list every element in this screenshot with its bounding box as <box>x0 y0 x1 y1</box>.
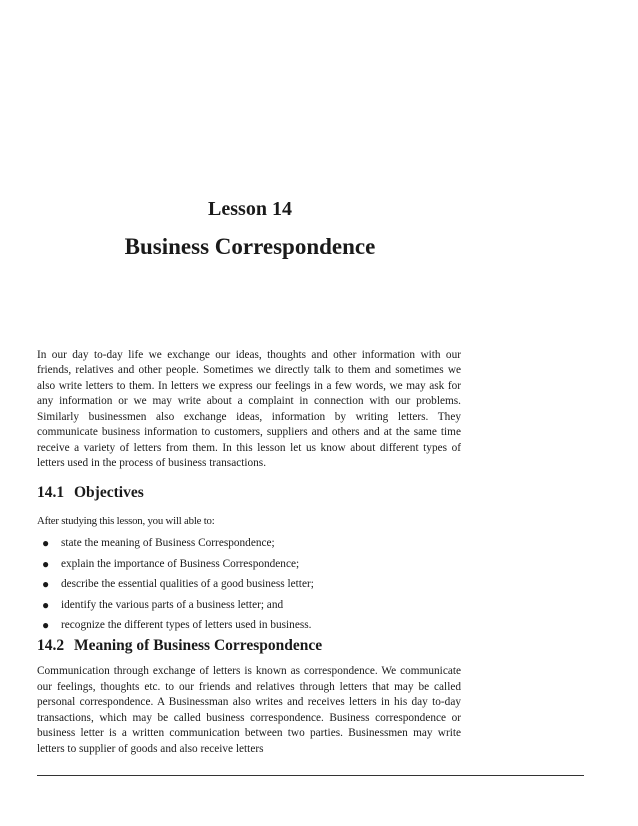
footer-rule <box>37 775 584 776</box>
objectives-list <box>37 535 461 638</box>
objectives-lead: After studying this lesson, you will able to: <box>37 515 215 527</box>
intro-paragraph: In our day to-day life we exchange our ideas, thoughts and other information with our friends, relatives and other people. Sometimes we directly talk to them and sometimes we also write letters to them. In letters we express our feelings in a few words, we may ask for any information or we may write about a complaint in connection with our problems. Similarly businessmen also exchange ideas, information by writing letters. They communicate business information to customers, suppliers and others and at the same time receive a variety of letters from them. In this lesson let us know about different types of letters used in the process of business transactions. <box>37 349 461 470</box>
section-number: 14.1 <box>37 484 65 501</box>
list-item-text: explain the importance of Business Correspondence; <box>61 557 300 570</box>
list-item-text: recognize the different types of letters used in business. <box>61 619 312 632</box>
section-heading-meaning <box>37 637 322 655</box>
section-heading-objectives <box>37 484 144 502</box>
list-item-text: identify the various parts of a business letter; and <box>61 598 284 611</box>
list-item <box>37 556 461 577</box>
bullet-icon: ● <box>42 536 50 550</box>
bullet-icon: ● <box>42 577 50 592</box>
section-number: 14.2 <box>37 637 65 654</box>
bullet-icon: ● <box>42 597 50 612</box>
lesson-number: Lesson 14 <box>208 198 292 220</box>
list-item <box>37 597 461 618</box>
bullet-icon: ● <box>42 618 50 633</box>
list-item <box>37 535 461 556</box>
list-item-text: describe the essential qualities of a good business letter; <box>61 578 314 591</box>
bullet-icon: ● <box>42 556 50 571</box>
lesson-title: Business Correspondence <box>124 234 376 259</box>
list-item <box>37 576 461 597</box>
list-item <box>37 617 461 638</box>
list-item-text: state the meaning of Business Correspondence; <box>61 537 275 549</box>
section-title: Objectives <box>74 484 144 501</box>
meaning-paragraph: Communication through exchange of letters is known as correspondence. We communicate our feelings, thoughts etc. to our friends and relatives through letters that may be called personal correspondence. A Businessman also writes and receives letters in his day to-day transactions, which may be called business correspondence. Business correspondence or business letter is a written communication between two parties. Businessmen may write letters to supplier of goods and also receive letters <box>37 665 461 755</box>
section-title: Meaning of Business Correspondence <box>74 637 323 654</box>
